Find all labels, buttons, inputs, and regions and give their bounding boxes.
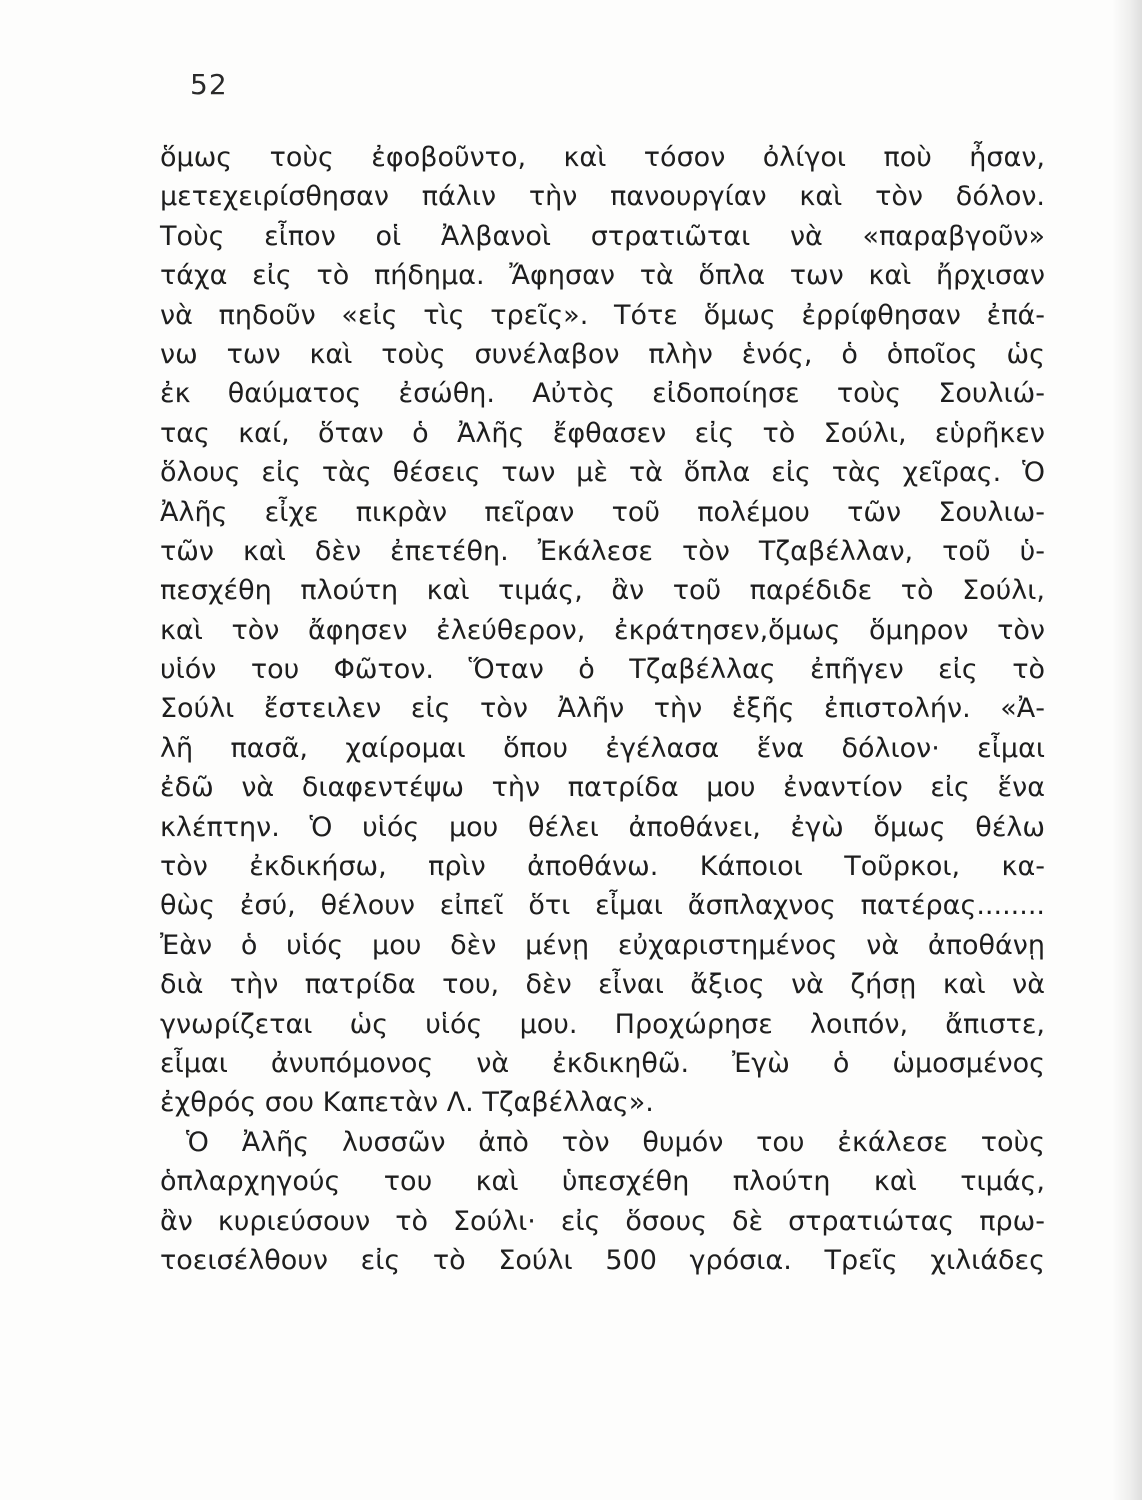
text-line: πεσχέθη πλούτη καὶ τιμάς, ἂν τοῦ παρέδιδε τὸ Σούλι,: [160, 575, 1045, 607]
text-line: Σούλι ἔστειλεν εἰς τὸν Ἀλῆν τὴν ἑξῆς ἐπιστολήν. «Ἀ-: [160, 693, 1045, 725]
text-line: λῆ πασᾶ, χαίρομαι ὅπου ἐγέλασα ἕνα δόλιον· εἶμαι: [160, 732, 1045, 764]
text-line: εἶμαι ἀνυπόμονος νὰ ἐκδικηθῶ. Ἐγὼ ὁ ὡμοσμένος: [160, 1047, 1045, 1079]
text-line: τοεισέλθουν εἰς τὸ Σούλι 500 γρόσια. Τρεῖς χιλιάδες: [160, 1244, 1045, 1276]
text-line: θὼς ἐσύ, θέλουν εἰπεῖ ὅτι εἶμαι ἄσπλαχνος πατέρας........: [160, 890, 1045, 922]
text-line: μετεχειρίσθησαν πάλιν τὴν πανουργίαν καὶ τὸν δόλον.: [160, 181, 1045, 213]
text-line: τὸν ἐκδικήσω, πρὶν ἀποθάνω. Κάποιοι Τοῦρκοι, κα-: [160, 851, 1045, 883]
text-line: Ἀλῆς εἶχε πικρὰν πεῖραν τοῦ πολέμου τῶν Σουλιω-: [160, 496, 1045, 528]
page-edge-shadow: [1112, 0, 1142, 1500]
text-line: τάχα εἰς τὸ πήδημα. Ἄφησαν τὰ ὅπλα των καὶ ἤρχισαν: [160, 260, 1045, 292]
text-line: ἐχθρός σου Καπετὰν Λ. Τζαβέλλας».: [160, 1087, 654, 1119]
text-line-paragraph-start: Ὁ Ἀλῆς λυσσῶν ἀπὸ τὸν θυμόν του ἐκάλεσε τοὺς: [186, 1126, 1045, 1158]
text-line: ἐκ θαύματος ἐσώθη. Αὐτὸς εἰδοποίησε τοὺς Σουλιώ-: [160, 378, 1045, 410]
page-number: 52: [190, 68, 228, 101]
text-line: υἱόν του Φῶτον. Ὅταν ὁ Τζαβέλλας ἐπῆγεν εἰς τὸ: [160, 654, 1045, 686]
text-line: κλέπτην. Ὁ υἱός μου θέλει ἀποθάνει, ἐγὼ ὅμως θέλω: [160, 811, 1045, 843]
text-line: ἂν κυριεύσουν τὸ Σούλι· εἰς ὅσους δὲ στρατιώτας πρω-: [160, 1205, 1045, 1237]
text-line: τας καί, ὅταν ὁ Ἀλῆς ἔφθασεν εἰς τὸ Σούλι, εὑρῆκεν: [160, 417, 1045, 449]
text-line: Ἐὰν ὁ υἱός μου δὲν μένῃ εὐχαριστημένος νὰ ἀποθάνῃ: [160, 929, 1045, 961]
text-line: νὰ πηδοῦν «εἰς τὶς τρεῖς». Τότε ὅμως ἐρρίφθησαν ἐπά-: [160, 299, 1045, 331]
text-line: Τοὺς εἶπον οἱ Ἀλβανοὶ στρατιῶται νὰ «παραβγοῦν»: [160, 220, 1045, 252]
text-line: ἐδῶ νὰ διαφεντέψω τὴν πατρίδα μου ἐναντίον εἰς ἕνα: [160, 772, 1045, 804]
text-line: ὅμως τοὺς ἐφοβοῦντο, καὶ τόσον ὀλίγοι ποὺ ἦσαν,: [160, 142, 1045, 173]
body-text: [160, 138, 1045, 1280]
text-line: νω των καὶ τοὺς συνέλαβον πλὴν ἑνός, ὁ ὁποῖος ὡς: [160, 338, 1045, 370]
text-line: γνωρίζεται ὡς υἱός μου. Προχώρησε λοιπόν, ἄπιστε,: [160, 1008, 1045, 1040]
text-line: καὶ τὸν ἄφησεν ἐλεύθερον, ἐκράτησεν,ὅμως ὅμηρον τὸν: [160, 614, 1045, 646]
text-line: ὅλους εἰς τὰς θέσεις των μὲ τὰ ὅπλα εἰς τὰς χεῖρας. Ὁ: [160, 457, 1045, 489]
text-line: τῶν καὶ δὲν ἐπετέθη. Ἐκάλεσε τὸν Τζαβέλλαν, τοῦ ὑ-: [160, 535, 1045, 567]
text-line: ὁπλαρχηγούς του καὶ ὑπεσχέθη πλούτη καὶ τιμάς,: [160, 1166, 1045, 1198]
text-line: διὰ τὴν πατρίδα του, δὲν εἶναι ἄξιος νὰ ζήσῃ καὶ νὰ: [160, 969, 1045, 1001]
